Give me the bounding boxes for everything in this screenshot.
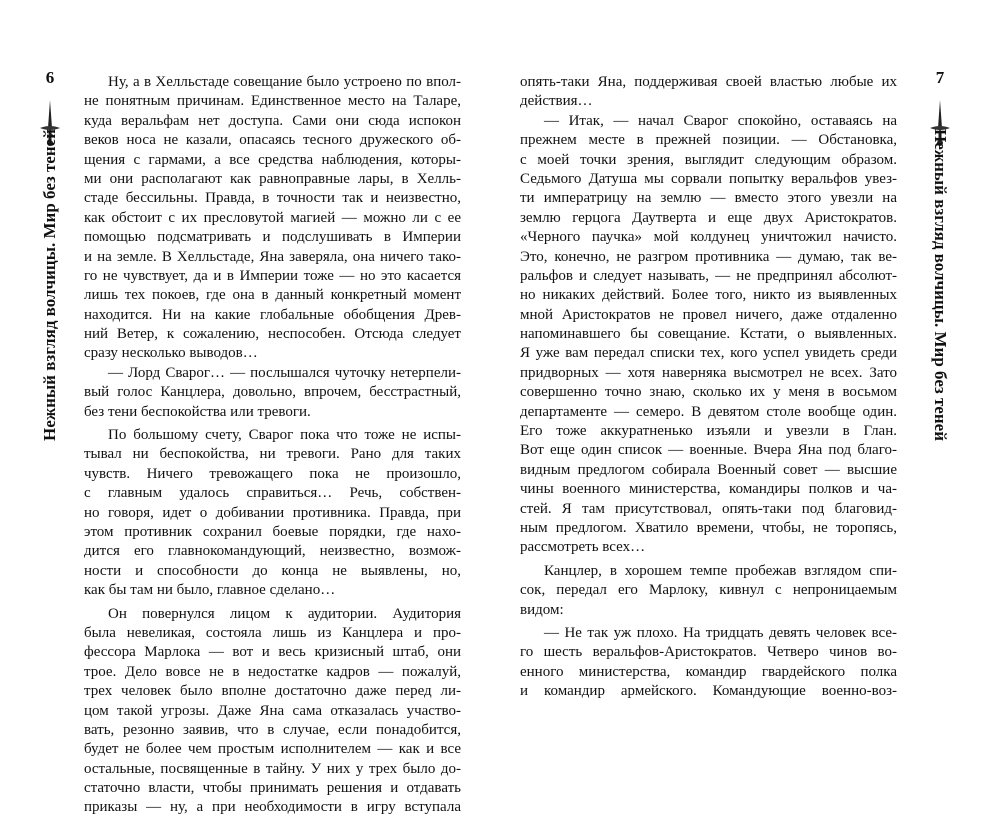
text-line: ральфов и следует называть, — не предпринял абсолют- [520, 267, 897, 284]
text-line: и командир армейского. Командующие военно-воз- [520, 683, 897, 700]
text-line: — Итак, — начал Сварог спокойно, оставаясь на [544, 112, 897, 129]
text-line: ности и способности до конца не выявлены, но, [84, 562, 461, 579]
text-line: находится. Ни на какие глобальные обобщения Древ- [84, 306, 461, 323]
text-line: с главным удалось справиться… Речь, собствен- [84, 485, 461, 502]
text-line: трех человек было вполне достаточно даже перед ли- [84, 683, 461, 700]
text-line: ми они располагают как равноправные лары, в Хелль- [84, 170, 461, 187]
text-line: но говоря, идет о добивании противника. Правда, при [84, 504, 461, 521]
text-line: чувств. Ничего тревожащего пока не произошло, [84, 465, 461, 482]
text-line: напоминавшего бы совещание. Кстати, о выявленных. [520, 326, 897, 343]
text-column [84, 73, 461, 818]
text-line: Канцлер, в хорошем темпе пробежав взглядом спи- [544, 562, 897, 579]
text-line: Ну, а в Хелльстаде совещание было устроено по впол- [108, 74, 461, 90]
page-number: 7 [935, 68, 945, 87]
text-line: го шесть веральфов-Аристократов. Четверо чинов во- [520, 644, 897, 661]
text-line: но никаких действий. Более того, никто из выявленных [520, 287, 897, 304]
text-line: — Не так уж плохо. На тридцать девять человек все- [544, 624, 897, 641]
text-line: землю герцога Даутверта и еще двух Аристократов. [520, 209, 897, 226]
text-line: придворных — хотя наверняка высмотрел не всех. Зато [520, 364, 897, 381]
text-line: стей. Я там присутствовал, опять-таки под благовид- [520, 500, 897, 517]
text-line: Это, конечно, не разгром противника — думаю, так ве- [520, 248, 897, 265]
running-title: Нежный взгляд волчицы. Мир без теней [931, 129, 950, 441]
text-line: департаменте — семеро. В девятом столе вообще один. [520, 403, 897, 420]
text-line: Его тоже аккуратненько изъяли и увезли в Глан. [520, 423, 897, 440]
text-line: лишь тех покоев, где она в данный конкретный момент [84, 287, 461, 304]
text-line: куда веральфам нет доступа. Сами они сюда испокон [84, 112, 461, 129]
text-line: «Черного паучка» мой колдунец уничтожил начисто. [520, 229, 897, 246]
text-line: рассмотреть всех… [520, 539, 646, 556]
text-line: фессора Марлока — вот и весь кризисный штаб, они [84, 644, 461, 661]
text-line: остальные, посвященные в тайну. У них у трех было до- [84, 760, 461, 777]
text-line: щения с гармами, а все средства наблюдения, которы- [84, 151, 461, 168]
text-line: видом: [520, 601, 564, 618]
right-page [500, 0, 1000, 758]
left-margin [30, 0, 70, 758]
text-line: енного министерства, командир гвардейского полка [520, 663, 897, 680]
text-line: мной Аристократов не провел ничего, даже отдаленно [520, 306, 897, 323]
text-line: чины военного министерства, командиры полков и ча- [520, 481, 897, 498]
right-margin [920, 0, 960, 758]
text-line: цом такой угрозы. Даже Яна сама отказалась участво- [84, 702, 461, 719]
text-line: — Лорд Сварог… — послышался чуточку нетерпели- [108, 364, 461, 381]
page-number: 6 [45, 68, 55, 87]
text-line: совершенно точно знаю, сколько их у меня в восьмом [520, 384, 897, 401]
text-line: стаде бессильны. Правда, в точности так и неизвестно, [84, 190, 461, 207]
text-line: Вот еще один список — военные. Вчера Яна под благо- [520, 442, 897, 459]
text-line: не понятным причинам. Единственное место на Таларе, [84, 93, 461, 110]
text-line: как обстоит с их пресловутой магией — можно ли с ее [84, 209, 461, 226]
text-line: приказы — ну, а при необходимости в игру вступала [84, 799, 461, 816]
text-line: без тени беспокойства или тревоги. [84, 403, 311, 420]
text-line: как бы там ни было, главное сделано… [84, 582, 336, 599]
text-line: По большому счету, Сварог пока что тоже не испы- [108, 427, 461, 444]
text-line: Я уже вам передал списки тех, кого успел увидеть среди [520, 345, 897, 362]
text-line: Он повернулся лицом к аудитории. Аудитория [108, 605, 461, 622]
text-line: с моей точки зрения, выглядит следующим образом. [520, 151, 897, 168]
text-line: тывал ни беспокойства, ни тревоги. Рано для таких [84, 446, 461, 463]
text-line: сразу несколько выводов… [84, 345, 258, 362]
text-line: прежнем месте в прежней позиции. — Обстановка, [520, 132, 897, 149]
text-column [520, 73, 897, 702]
text-line: будет не более чем простым исполнителем — как и все [84, 741, 461, 758]
text-line: вать, резонно заявив, что в случае, если понадобится, [84, 721, 461, 738]
text-line: Седьмого Датуша мы сорвали попытку веральфов увез- [520, 170, 897, 187]
left-page [0, 0, 500, 816]
text-line: действия… [520, 93, 593, 110]
text-line: и на земле. В Хелльстаде, Яна заверяла, она ничего тако- [84, 248, 461, 265]
text-line: статочно власти, чтобы принимать решения и отдавать [84, 780, 461, 797]
text-line: веков носа не казали, опасаясь тесного дружеского об- [84, 132, 461, 149]
text-line: сок, передал его Марлоку, кивнул с непроницаемым [520, 582, 897, 599]
text-line: ным предлогом. Хватило времени, чтобы, не торопясь, [520, 519, 897, 536]
text-line: видным предлогом собирала Военный совет — высшие [520, 461, 897, 478]
text-line: ти императрицу на землю — вместо этого увезли на [520, 190, 897, 207]
text-line: дится его главнокомандующий, неизвестно, возмож- [84, 543, 461, 560]
running-title: Нежный взгляд волчицы. Мир без теней [40, 129, 59, 441]
text-line: была невеликая, состояла лишь из Канцлера и про- [84, 624, 461, 641]
text-line: трое. Дело вовсе не в недостатке кадров — пожалуй, [84, 663, 461, 680]
text-line: го не чувствует, да и в Империи тоже — но это касается [84, 267, 461, 284]
text-line: этом противник сохранил боевые порядки, где нахо- [84, 523, 461, 540]
text-line: опять-таки Яна, поддерживая своей властью любые их [520, 74, 897, 90]
text-line: вый голос Канцлера, довольно, впрочем, бесстрастный, [84, 384, 461, 401]
text-line: помощью подсматривать и подслушивать в Империи [84, 229, 461, 246]
text-line: ний Ветер, к сожалению, неспособен. Отсюда следует [84, 326, 461, 343]
